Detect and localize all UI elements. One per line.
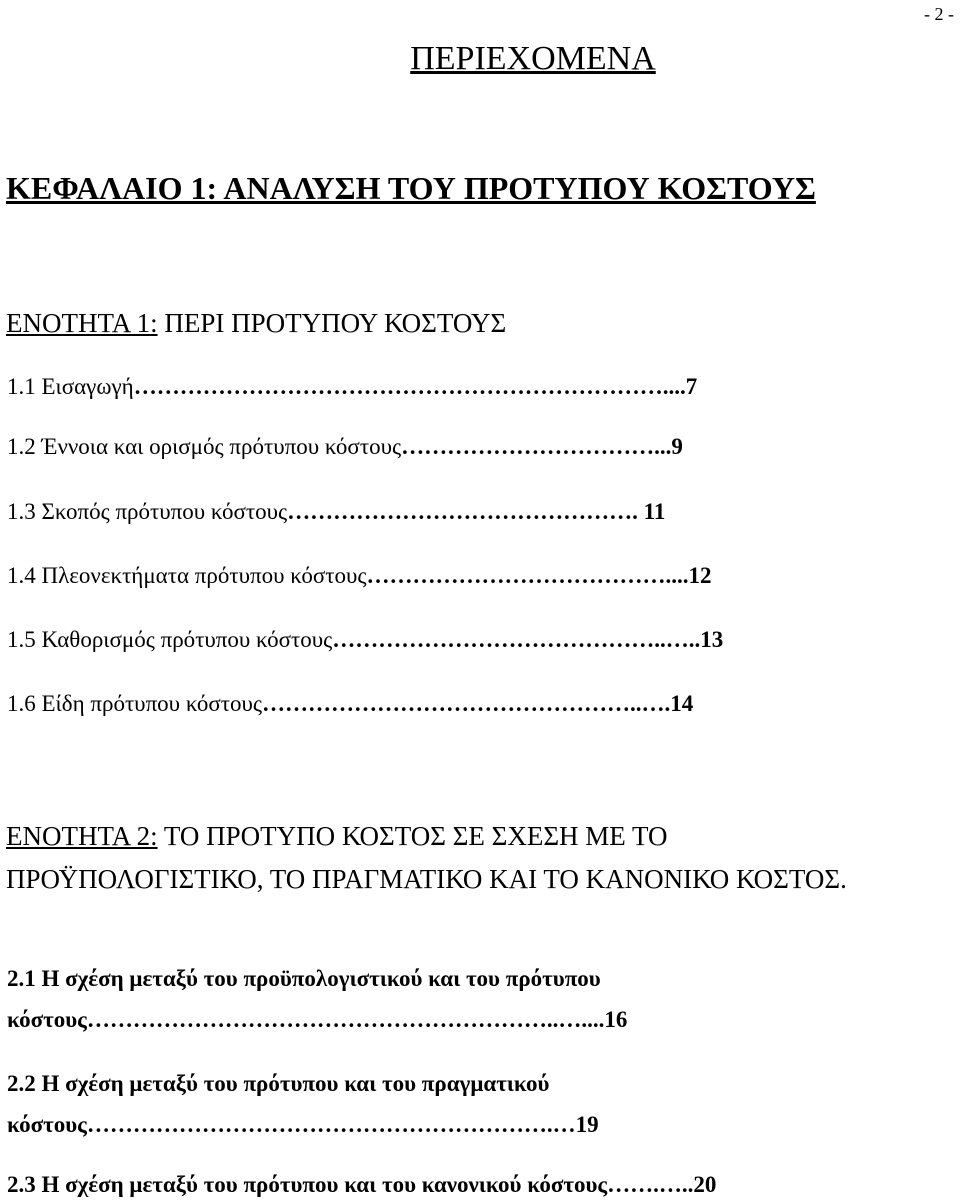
toc-entry-dots: …………………………….. (401, 434, 666, 459)
section-1-title: ΠΕΡΙ ΠΡΟΤΥΠΟΥ ΚΟΣΤΟΥΣ (157, 308, 507, 338)
toc-entry-label: 1.6 Είδη πρότυπου κόστους (7, 691, 263, 716)
page-title: ΠΕΡΙΕΧΟΜΕΝΑ (410, 40, 656, 77)
toc-entry-page: .9 (665, 434, 683, 459)
page-number: - 2 - (924, 4, 954, 24)
section-2-heading-line2: ΠΡΟΫΠΟΛΟΓΙΣΤΙΚΟ, ΤΟ ΠΡΑΓΜΑΤΙΚΟ ΚΑΙ ΤΟ ΚΑΝΟΝΙΚΟ ΚΟΣΤΟΣ. (6, 864, 847, 894)
toc-entry-label: 1.2 Έννοια και ορισμός πρότυπου κόστους (7, 434, 402, 459)
toc-entry-dots: …………………………………………..… (262, 691, 665, 716)
toc-entry-label-cont: κόστους (7, 1112, 87, 1137)
toc-entry-page: ..7 (674, 374, 698, 399)
toc-entry-label: 2.3 Η σχέση μεταξύ του πρότυπου και του κανονικού κόστους (7, 1172, 608, 1197)
toc-entry-page: ..20 (681, 1172, 717, 1197)
chapter-heading: ΚΕΦΑΛΑΙΟ 1: ΑΝΑΛΥΣΗ ΤΟΥ ΠΡΟΤΥΠΟΥ ΚΟΣΤΟΥΣ (6, 170, 816, 206)
toc-entry-1-5[interactable] (7, 627, 723, 653)
section-2-heading (6, 821, 668, 852)
toc-entry-label: 1.5 Καθορισμός πρότυπου κόστους (7, 627, 333, 652)
section-1-prefix: ΕΝΟΤΗΤΑ 1: (6, 308, 158, 338)
section-2-prefix: ΕΝΟΤΗΤΑ 2: (6, 821, 158, 851)
toc-entry-page: 11 (637, 499, 666, 524)
toc-entry-page: ..12 (676, 563, 712, 588)
toc-entry-page: .14 (664, 691, 694, 716)
toc-entry-dots: ………………………………………. (287, 499, 638, 524)
section-2-title: ΤΟ ΠΡΟΤΥΠΟ ΚΟΣΤΟΣ ΣΕ ΣΧΕΣΗ ΜΕ ΤΟ (157, 821, 668, 851)
toc-entry-dots: ……………………………………………………..…. (86, 1007, 588, 1032)
toc-entry-dots: …………………………………………………….… (86, 1112, 576, 1137)
toc-entry-dots: ……………………………………..… (332, 627, 689, 652)
toc-entry-1-1[interactable] (7, 374, 697, 400)
toc-entry-1-6[interactable] (7, 691, 693, 717)
toc-entry-label: 2.1 Η σχέση μεταξύ του προϋπολογιστικού και του πρότυπου (7, 966, 601, 991)
section-1-heading (6, 308, 506, 339)
toc-entry-1-3[interactable] (7, 499, 665, 525)
toc-entry-label: 1.1 Εισαγωγή (7, 374, 134, 399)
toc-entry-1-2[interactable] (7, 434, 683, 460)
toc-entry-2-3[interactable] (7, 1172, 716, 1198)
toc-entry-page: ...16 (587, 1007, 628, 1032)
toc-entry-dots: ………………………………….. (366, 563, 677, 588)
toc-entry-1-4[interactable] (7, 563, 711, 589)
toc-entry-label: 2.2 Η σχέση μεταξύ του πρότυπου και του πραγματικού (7, 1071, 550, 1096)
toc-entry-2-2[interactable] (7, 1063, 599, 1145)
toc-entry-label: 1.3 Σκοπός πρότυπου κόστους (7, 499, 288, 524)
toc-entry-label: 1.4 Πλεονεκτήματα πρότυπου κόστους (7, 563, 367, 588)
toc-entry-dots: …….… (607, 1172, 682, 1197)
toc-entry-page: ..13 (688, 627, 724, 652)
toc-entry-2-1[interactable] (7, 958, 627, 1040)
toc-entry-page: 19 (575, 1112, 599, 1137)
toc-entry-dots: …………………………………………………………….. (133, 374, 675, 399)
toc-entry-label-cont: κόστους (7, 1007, 87, 1032)
